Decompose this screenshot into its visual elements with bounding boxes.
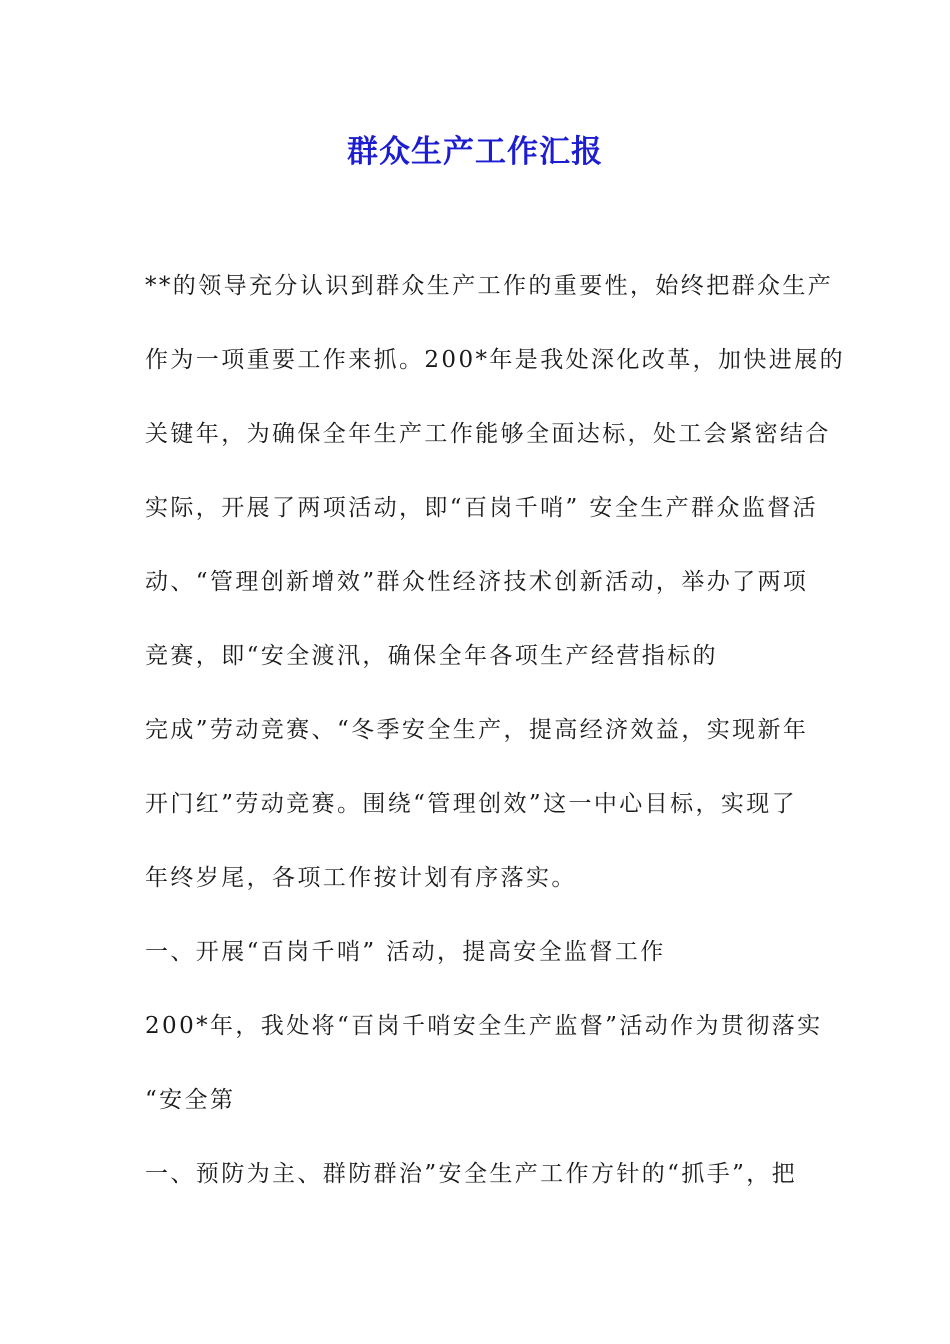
paragraph-line: 年终岁尾，各项工作按计划有序落实。 bbox=[145, 865, 577, 891]
paragraph-line: “安全第 bbox=[145, 1087, 236, 1113]
paragraph-line: 作为一项重要工作来抓。200*年是我处深化改革，加快进展的 bbox=[145, 347, 845, 373]
paragraph-line: 实际，开展了两项活动，即“百岗千哨” 安全生产群众监督活 bbox=[145, 495, 819, 521]
paragraph-line: **的领导充分认识到群众生产工作的重要性，始终把群众生产 bbox=[145, 273, 834, 299]
paragraph-line: 开门红”劳动竞赛。围绕“管理创效”这一中心目标，实现了 bbox=[145, 791, 798, 817]
paragraph-line: 竞赛，即“安全渡汛，确保全年各项生产经营指标的 bbox=[145, 643, 718, 669]
paragraph-line: 关键年，为确保全年生产工作能够全面达标，处工会紧密结合 bbox=[145, 421, 831, 447]
document-title: 群众生产工作汇报 bbox=[347, 134, 603, 170]
paragraph-line: 一、预防为主、群防群治”安全生产工作方针的“抓手”，把 bbox=[145, 1161, 798, 1187]
paragraph-line: 动、“管理创新增效”群众性经济技术创新活动，举办了两项 bbox=[145, 569, 809, 595]
document-body bbox=[145, 262, 845, 1224]
paragraph-line: 完成”劳动竞赛、“冬季安全生产，提高经济效益，实现新年 bbox=[145, 717, 809, 743]
paragraph-line: 200*年，我处将“百岗千哨安全生产监督”活动作为贯彻落实 bbox=[145, 1013, 823, 1039]
section-heading: 一、开展“百岗千哨” 活动，提高安全监督工作 bbox=[145, 939, 666, 965]
